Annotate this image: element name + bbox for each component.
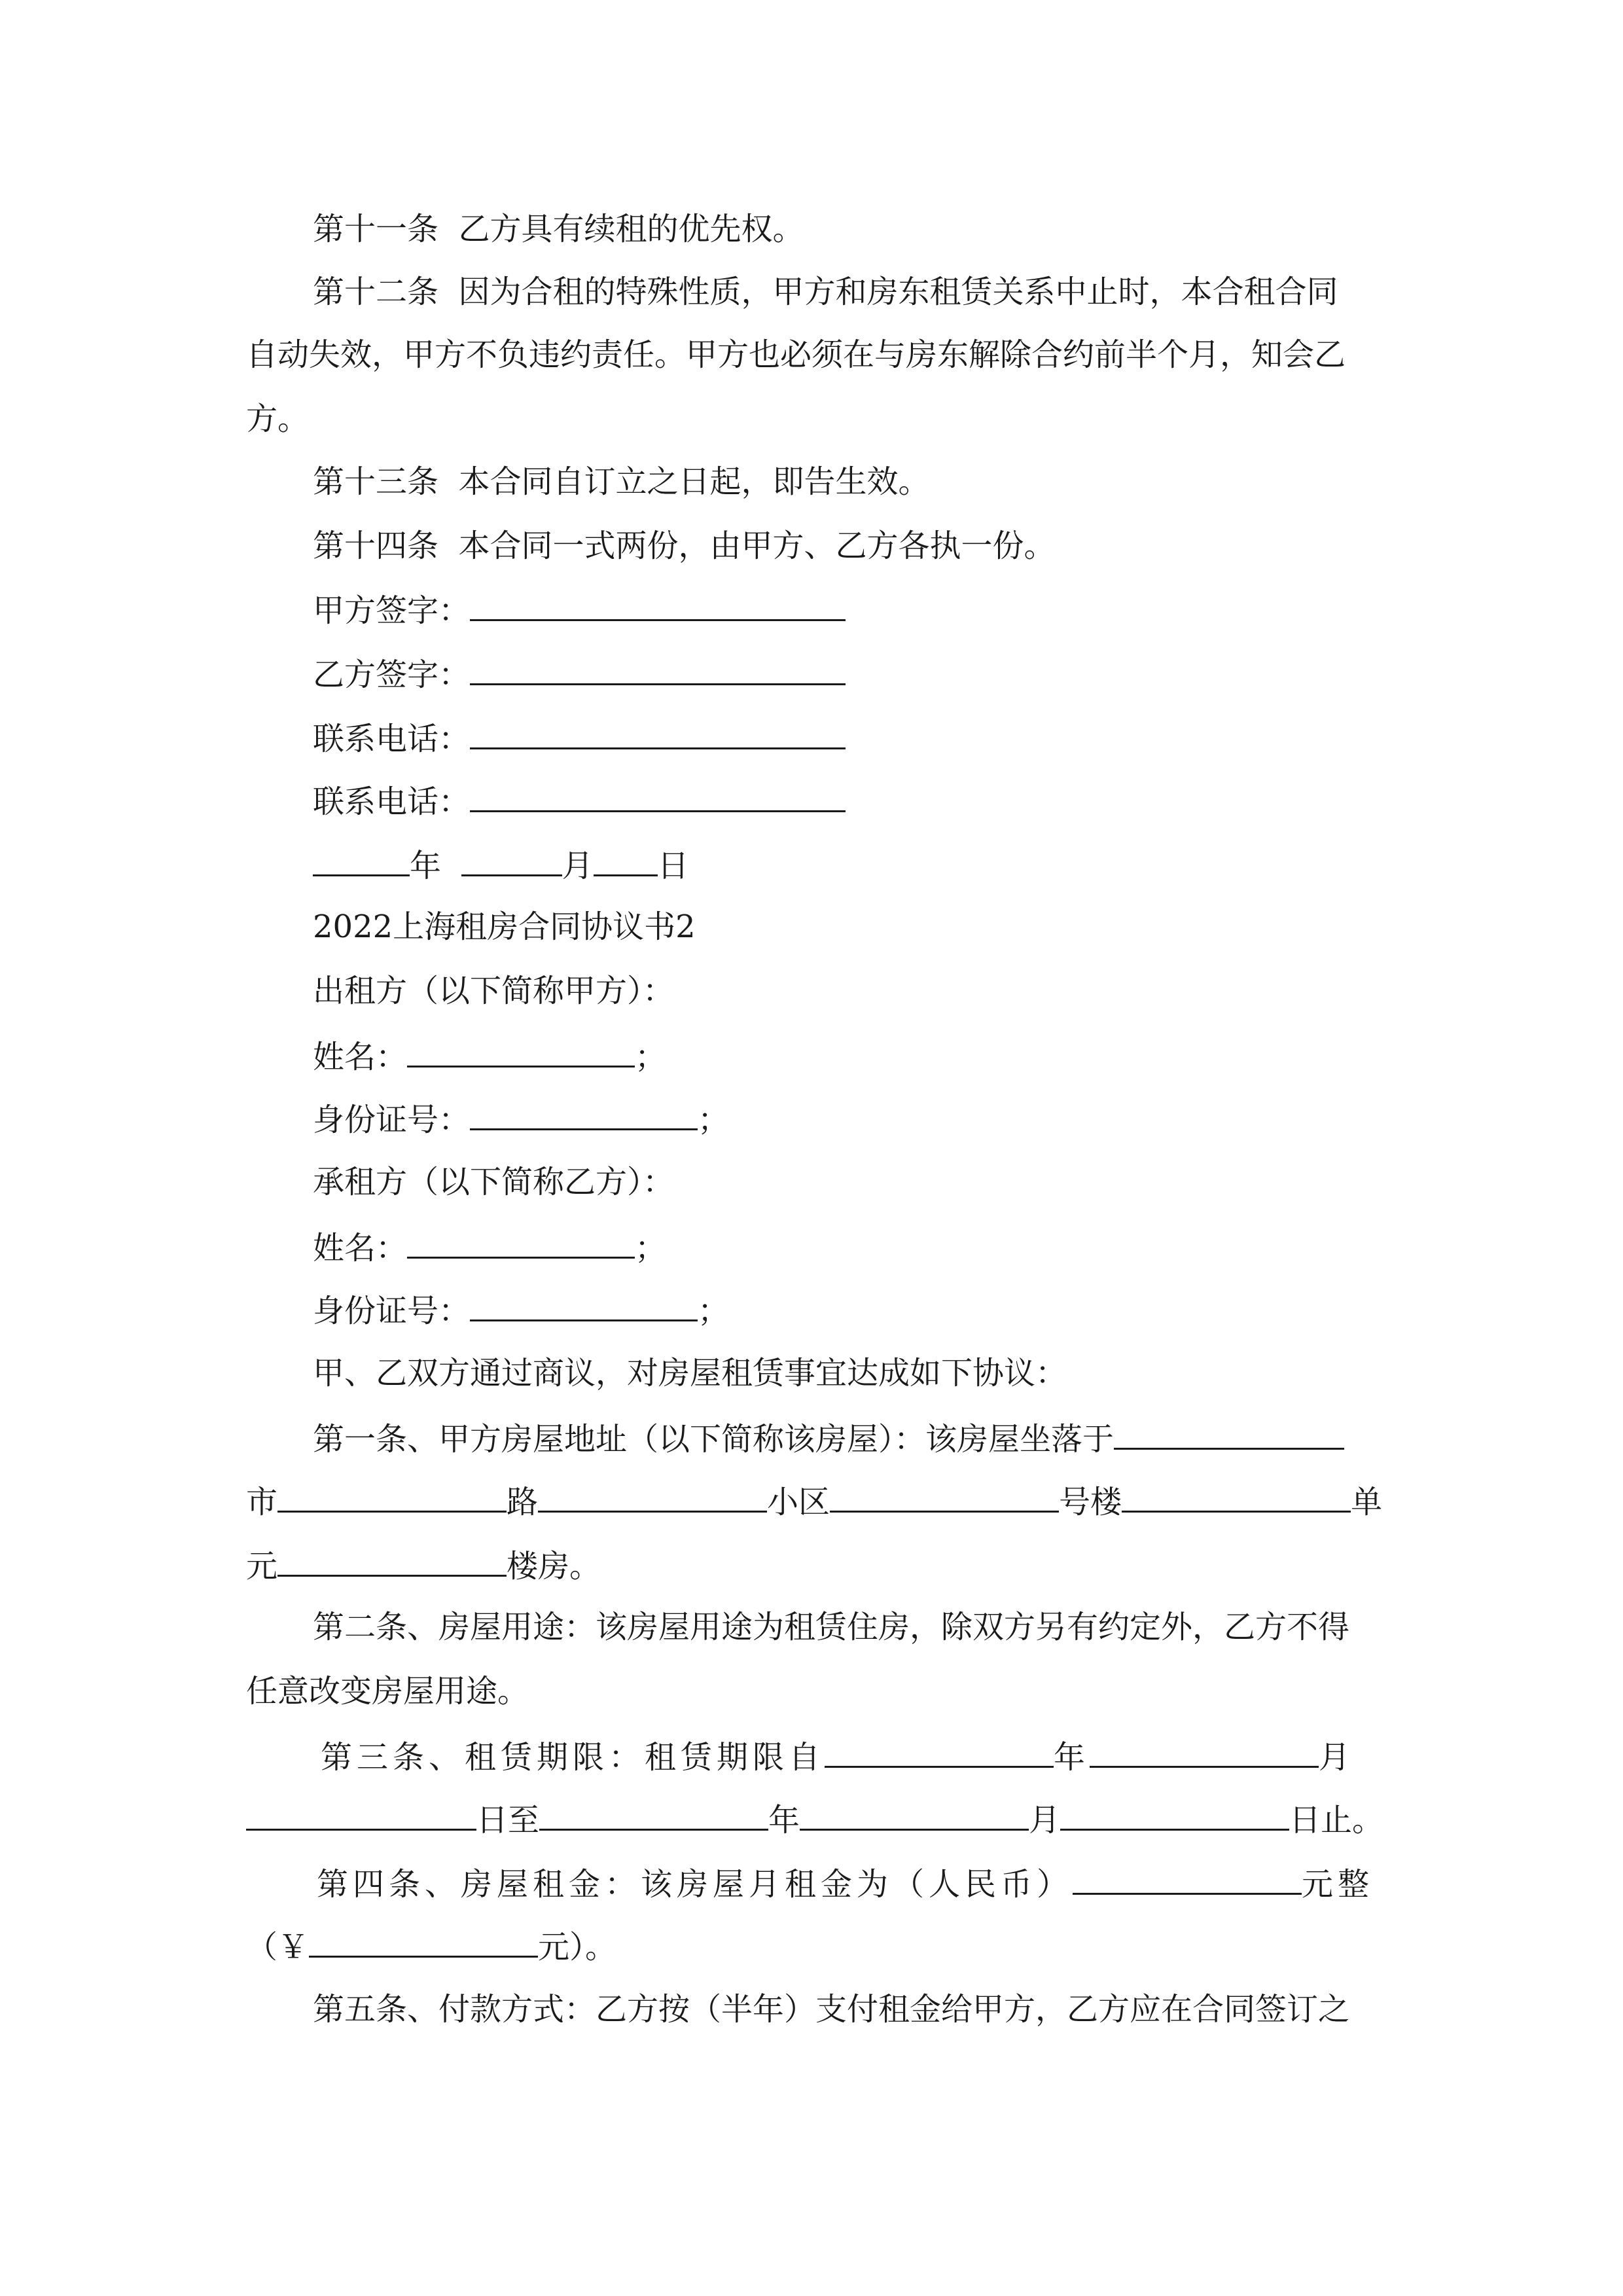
signature-party-a	[313, 585, 846, 632]
signature-party-b	[313, 649, 846, 696]
date-year-blank	[313, 840, 410, 876]
agreement-intro: 甲、乙双方通过商议，对房屋租赁事宜达成如下协议：	[313, 1355, 1067, 1391]
clause-3-line1	[321, 1732, 1355, 1779]
city-blank	[277, 1477, 507, 1513]
clause-1-building: 号楼	[1059, 1484, 1122, 1520]
signature-party-b-label: 乙方签字：	[313, 656, 471, 693]
clause-1-city: 市	[246, 1484, 278, 1520]
signature-party-a-label: 甲方签字：	[313, 592, 471, 629]
article-12-line2: 自动失效，甲方不负违约责任。甲方也必须在与房东解除合约前半个月，知会乙	[246, 336, 1346, 373]
clause-3-end: 日止。	[1289, 1802, 1384, 1839]
article-12-line3: 方。	[246, 401, 310, 437]
lessee-id-line	[313, 1285, 729, 1333]
rent-figure-blank	[309, 1922, 538, 1958]
lessor-name-label: 姓名：	[313, 1039, 408, 1075]
phone-blank-2	[470, 776, 846, 812]
road-blank	[538, 1477, 767, 1513]
date-day-blank	[594, 840, 658, 876]
start-year-blank	[825, 1732, 1054, 1768]
lessee-name-semicolon: ；	[635, 1230, 667, 1266]
lessee-id-blank	[470, 1285, 698, 1321]
lessee-id-label: 身份证号：	[313, 1293, 471, 1329]
clause-1-location-blank	[1114, 1414, 1344, 1450]
start-day-blank	[246, 1795, 476, 1831]
clause-3-month1: 月	[1319, 1739, 1355, 1776]
date-year-label: 年	[410, 848, 442, 884]
clause-1-text: 第一条、甲方房屋地址（以下简称该房屋）：该房屋坐落于	[313, 1421, 1115, 1458]
article-12-line1: 第十二条 因为合租的特殊性质，甲方和房东租赁关系中止时，本合租合同	[313, 274, 1338, 310]
clause-1-line1	[313, 1414, 1344, 1461]
clause-3-line2	[246, 1795, 1383, 1842]
doc2-title: 2022上海租房合同协议书2	[313, 908, 696, 945]
clause-3-text: 第三条、租赁期限：租赁期限自	[321, 1739, 825, 1776]
start-month-blank	[1090, 1732, 1319, 1768]
clause-5-line1: 第五条、付款方式：乙方按（半年）支付租金给甲方，乙方应在合同签订之	[313, 1991, 1350, 2028]
clause-4-line2	[246, 1922, 616, 1969]
clause-1-road: 路	[507, 1484, 539, 1520]
lessor-heading: 出租方（以下简称甲方）：	[313, 973, 675, 1009]
clause-1-area: 小区	[767, 1484, 830, 1520]
article-11: 第十一条 乙方具有续租的优先权。	[313, 211, 804, 247]
clause-1-floor: 楼房。	[507, 1548, 601, 1585]
lessor-id-blank	[470, 1094, 698, 1130]
end-day-blank	[1060, 1795, 1289, 1831]
phone-blank-1	[470, 713, 846, 749]
article-14: 第十四条 本合同一式两份，由甲方、乙方各执一份。	[313, 528, 1056, 564]
lessor-name-semicolon: ；	[635, 1039, 667, 1075]
clause-2-line1: 第二条、房屋用途：该房屋用途为租赁住房，除双方另有约定外，乙方不得	[313, 1609, 1350, 1645]
clause-4-yuan: 元整	[1302, 1866, 1374, 1903]
lessee-name-label: 姓名：	[313, 1230, 408, 1266]
phone-line-2	[313, 776, 846, 823]
article-13: 第十三条 本合同自订立之日起，即告生效。	[313, 463, 930, 500]
clause-1-line3	[246, 1541, 601, 1588]
date-month-blank	[461, 840, 562, 876]
rent-amount-blank	[1073, 1859, 1302, 1895]
lessor-name-line	[313, 1031, 666, 1079]
clause-3-day-to: 日至	[476, 1802, 540, 1839]
clause-3-year2: 年	[768, 1802, 800, 1839]
clause-4-text: 第四条、房屋租金：该房屋月租金为（人民币）	[317, 1866, 1073, 1903]
phone-line-1	[313, 713, 846, 761]
lessee-id-semicolon: ；	[698, 1293, 730, 1329]
clause-3-month2: 月	[1029, 1802, 1061, 1839]
lessor-name-blank	[407, 1031, 635, 1067]
signature-party-b-blank	[470, 649, 846, 685]
clause-3-year1: 年	[1054, 1739, 1090, 1776]
clause-1-line2	[246, 1477, 1382, 1524]
lessor-id-semicolon: ；	[698, 1102, 730, 1138]
floor-blank	[277, 1541, 507, 1577]
lessor-id-label: 身份证号：	[313, 1102, 471, 1138]
clause-4-line1	[317, 1859, 1374, 1906]
clause-2-line2: 任意改变房屋用途。	[246, 1673, 529, 1710]
area-blank	[830, 1477, 1059, 1513]
phone-label-2: 联系电话：	[313, 783, 471, 820]
date-month-label: 月	[562, 848, 594, 884]
clause-1-unit: 单	[1351, 1484, 1383, 1520]
lessee-name-line	[313, 1223, 666, 1270]
lessee-heading: 承租方（以下简称乙方）：	[313, 1164, 675, 1200]
lessee-name-blank	[407, 1223, 635, 1259]
end-month-blank	[800, 1795, 1029, 1831]
clause-4-currency: （￥	[246, 1929, 310, 1965]
clause-1-unit-suffix: 元	[246, 1548, 278, 1585]
lessor-id-line	[313, 1094, 729, 1141]
building-blank	[1122, 1477, 1351, 1513]
end-year-blank	[539, 1795, 768, 1831]
date-line	[313, 840, 689, 888]
signature-party-a-blank	[470, 585, 846, 621]
date-day-label: 日	[657, 848, 689, 884]
clause-4-yuan-close: 元）。	[538, 1929, 617, 1965]
phone-label-1: 联系电话：	[313, 721, 471, 757]
